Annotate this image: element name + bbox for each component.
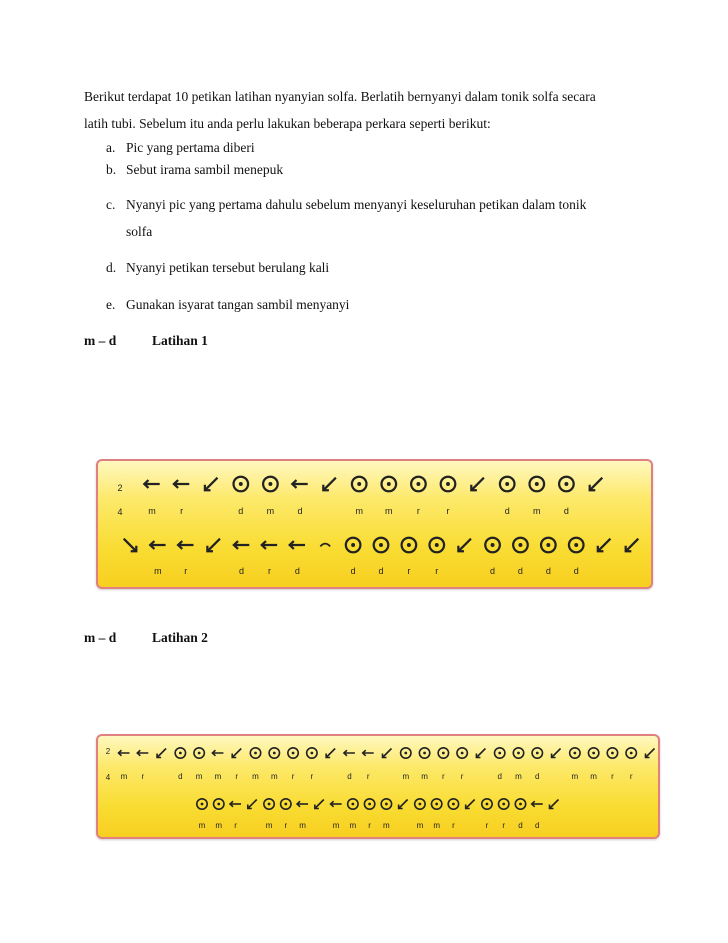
- list-text: Nyanyi pic yang pertama dahulu sebelum menyanyi keseluruhan petikan dalam tonik: [126, 197, 587, 212]
- right-arrow-icon: [262, 541, 277, 549]
- note-label: r: [366, 772, 370, 781]
- down-left-arrow-icon: [207, 539, 220, 552]
- note-label: m: [590, 772, 597, 781]
- down-left-arrow-icon: [248, 800, 257, 809]
- down-left-arrow-icon: [590, 478, 603, 491]
- fist-icon: [448, 799, 458, 809]
- note-label: r: [460, 772, 464, 781]
- note-label: m: [402, 772, 410, 781]
- fist-icon: [175, 748, 185, 758]
- exercise-heading: [84, 333, 208, 349]
- down-left-arrow-icon: [458, 539, 471, 552]
- note-label: d: [490, 566, 496, 576]
- note-label: m: [332, 821, 340, 830]
- list-marker: c.: [106, 197, 116, 212]
- down-left-arrow-icon: [326, 749, 335, 758]
- list-item: [106, 162, 283, 178]
- note-label: r: [368, 821, 371, 830]
- fist-icon: [401, 748, 411, 758]
- time-signature-top: 2: [117, 483, 123, 493]
- fist-icon: [214, 799, 224, 809]
- note-label: d: [350, 566, 356, 576]
- fist-icon: [381, 799, 391, 809]
- note-label: d: [517, 566, 523, 576]
- note-label: r: [310, 772, 314, 781]
- note-label: m: [355, 506, 363, 516]
- down-left-arrow-icon: [476, 749, 485, 758]
- fist-icon: [485, 538, 500, 553]
- note-label: r: [442, 772, 445, 781]
- note-label: m: [154, 566, 162, 576]
- fist-icon: [281, 799, 291, 809]
- down-right-arrow-icon: [124, 539, 137, 552]
- fist-icon: [348, 799, 358, 809]
- down-left-arrow-icon: [157, 749, 166, 758]
- fist-icon: [515, 799, 525, 809]
- list-marker: d.: [106, 260, 117, 275]
- note-label: r: [485, 821, 489, 830]
- fist-icon: [500, 477, 515, 492]
- note-label: d: [378, 566, 384, 576]
- note-label: r: [416, 506, 420, 516]
- note-label: d: [535, 821, 540, 830]
- right-arrow-icon: [290, 541, 305, 549]
- down-left-arrow-icon: [399, 800, 408, 809]
- down-left-arrow-icon: [552, 749, 561, 758]
- intro-line-2: latih tubi. Sebelum itu anda perlu lakukan beberapa perkara seperti berikut:: [84, 116, 491, 131]
- interval-label: m – d: [84, 630, 117, 645]
- note-label: d: [239, 566, 245, 576]
- right-arrow-icon: [292, 480, 307, 488]
- fist-icon: [513, 748, 523, 758]
- down-left-arrow-icon: [232, 749, 241, 758]
- time-signature-bottom: 4: [117, 507, 123, 517]
- note-label: r: [267, 566, 271, 576]
- fist-icon: [431, 799, 441, 809]
- fist-icon: [570, 748, 580, 758]
- fist-icon: [263, 477, 278, 492]
- right-arrow-icon: [212, 750, 223, 756]
- tilde-icon: [320, 544, 330, 547]
- right-arrow-icon: [178, 541, 193, 549]
- fist-icon: [374, 538, 389, 553]
- note-label: m: [215, 821, 223, 830]
- notation-staff: [98, 736, 658, 837]
- note-label: m: [252, 772, 259, 781]
- note-label: m: [349, 821, 357, 830]
- exercise-title: Latihan 2: [152, 630, 208, 645]
- note-label: r: [141, 772, 145, 781]
- fist-icon: [346, 538, 361, 553]
- note-label: m: [383, 821, 390, 830]
- time-signature-bottom: 4: [105, 773, 111, 782]
- note-label: m: [195, 772, 203, 781]
- intro-line-1: Berikut terdapat 10 petikan latihan nyanyian solfa. Berlatih bernyanyi dalam tonik solfa secara: [84, 89, 596, 104]
- down-left-arrow-icon: [315, 800, 324, 809]
- right-arrow-icon: [119, 750, 130, 756]
- note-label: m: [266, 506, 275, 516]
- note-label: d: [573, 566, 579, 576]
- list-text: Sebut irama sambil menepuk: [126, 162, 284, 177]
- down-left-arrow-icon: [205, 478, 218, 491]
- note-label: d: [294, 566, 300, 576]
- down-left-arrow-icon: [598, 539, 611, 552]
- note-label: d: [297, 506, 303, 516]
- fist-icon: [457, 748, 467, 758]
- note-label: d: [497, 772, 502, 781]
- note-label: r: [291, 772, 295, 781]
- note-label: r: [234, 821, 237, 830]
- fist-icon: [607, 748, 617, 758]
- fist-icon: [197, 799, 207, 809]
- note-label: d: [563, 506, 569, 516]
- fist-icon: [382, 477, 397, 492]
- right-arrow-icon: [174, 480, 189, 488]
- fist-icon: [569, 538, 584, 553]
- fist-icon: [499, 799, 509, 809]
- fist-icon: [264, 799, 274, 809]
- list-marker: a.: [106, 140, 116, 155]
- note-label: m: [433, 821, 441, 830]
- note-label: r: [446, 506, 450, 516]
- note-label: m: [198, 821, 206, 830]
- fist-icon: [532, 748, 542, 758]
- fist-icon: [441, 477, 456, 492]
- note-label: m: [270, 772, 278, 781]
- list-marker: b.: [106, 162, 117, 177]
- right-arrow-icon: [363, 750, 374, 756]
- note-label: m: [385, 506, 393, 516]
- fist-icon: [402, 538, 417, 553]
- list-item: [106, 297, 349, 313]
- exercise-title: Latihan 1: [152, 333, 208, 348]
- fist-icon: [513, 538, 528, 553]
- fist-icon: [559, 477, 574, 492]
- fist-icon: [419, 748, 429, 758]
- down-left-arrow-icon: [626, 539, 639, 552]
- fist-icon: [234, 477, 249, 492]
- note-label: m: [148, 506, 156, 516]
- interval-label: m – d: [84, 333, 117, 348]
- note-label: r: [184, 566, 188, 576]
- note-label: d: [535, 772, 540, 781]
- fist-icon: [588, 748, 598, 758]
- down-left-arrow-icon: [550, 800, 559, 809]
- fist-icon: [288, 748, 298, 758]
- note-label: r: [180, 506, 184, 516]
- note-label: m: [214, 772, 222, 781]
- right-arrow-icon: [137, 750, 148, 756]
- note-label: d: [347, 772, 352, 781]
- fist-icon: [364, 799, 374, 809]
- notation-panel-2: [96, 734, 660, 839]
- fist-icon: [250, 748, 260, 758]
- down-left-arrow-icon: [466, 800, 475, 809]
- note-label: r: [452, 821, 455, 830]
- note-label: d: [545, 566, 551, 576]
- notation-staff: [98, 461, 651, 587]
- list-item-continuation: [106, 224, 152, 240]
- fist-icon: [415, 799, 425, 809]
- fist-icon: [194, 748, 204, 758]
- list-item: [106, 260, 329, 276]
- fist-icon: [438, 748, 448, 758]
- note-label: r: [435, 566, 439, 576]
- fist-icon: [482, 799, 492, 809]
- note-label: r: [407, 566, 411, 576]
- fist-icon: [352, 477, 367, 492]
- list-marker: e.: [106, 297, 116, 312]
- note-label: r: [611, 772, 614, 781]
- down-left-arrow-icon: [646, 749, 655, 758]
- note-label: d: [518, 821, 523, 830]
- note-label: r: [235, 772, 239, 781]
- note-label: m: [265, 821, 273, 830]
- list-text: Nyanyi petikan tersebut berulang kali: [126, 260, 330, 275]
- notation-panel-1: [96, 459, 653, 589]
- right-arrow-icon: [230, 801, 241, 807]
- note-label: m: [571, 772, 579, 781]
- fist-icon: [530, 477, 545, 492]
- down-left-arrow-icon: [471, 478, 484, 491]
- list-item: [106, 140, 255, 156]
- down-left-arrow-icon: [383, 749, 392, 758]
- fist-icon: [307, 748, 317, 758]
- right-arrow-icon: [297, 801, 308, 807]
- fist-icon: [541, 538, 556, 553]
- list-text: solfa: [126, 224, 153, 239]
- note-label: m: [533, 506, 541, 516]
- note-label: m: [421, 772, 428, 781]
- note-label: d: [238, 506, 244, 516]
- list-item: [106, 197, 586, 213]
- note-label: d: [504, 506, 510, 516]
- fist-icon: [269, 748, 279, 758]
- fist-icon: [626, 748, 636, 758]
- note-label: m: [120, 772, 128, 781]
- down-left-arrow-icon: [323, 478, 336, 491]
- note-label: m: [299, 821, 306, 830]
- note-label: m: [515, 772, 522, 781]
- right-arrow-icon: [331, 801, 342, 807]
- note-label: r: [502, 821, 506, 830]
- note-label: m: [416, 821, 424, 830]
- list-text: Gunakan isyarat tangan sambil menyanyi: [126, 297, 350, 312]
- fist-icon: [495, 748, 505, 758]
- note-label: r: [629, 772, 633, 781]
- fist-icon: [411, 477, 426, 492]
- right-arrow-icon: [234, 541, 249, 549]
- exercise-heading: [84, 630, 208, 646]
- note-label: r: [284, 821, 288, 830]
- right-arrow-icon: [532, 801, 543, 807]
- time-signature-top: 2: [105, 747, 111, 756]
- list-text: Pic yang pertama diberi: [126, 140, 255, 155]
- right-arrow-icon: [344, 750, 355, 756]
- note-label: d: [178, 772, 183, 781]
- fist-icon: [429, 538, 444, 553]
- right-arrow-icon: [150, 541, 165, 549]
- right-arrow-icon: [144, 480, 159, 488]
